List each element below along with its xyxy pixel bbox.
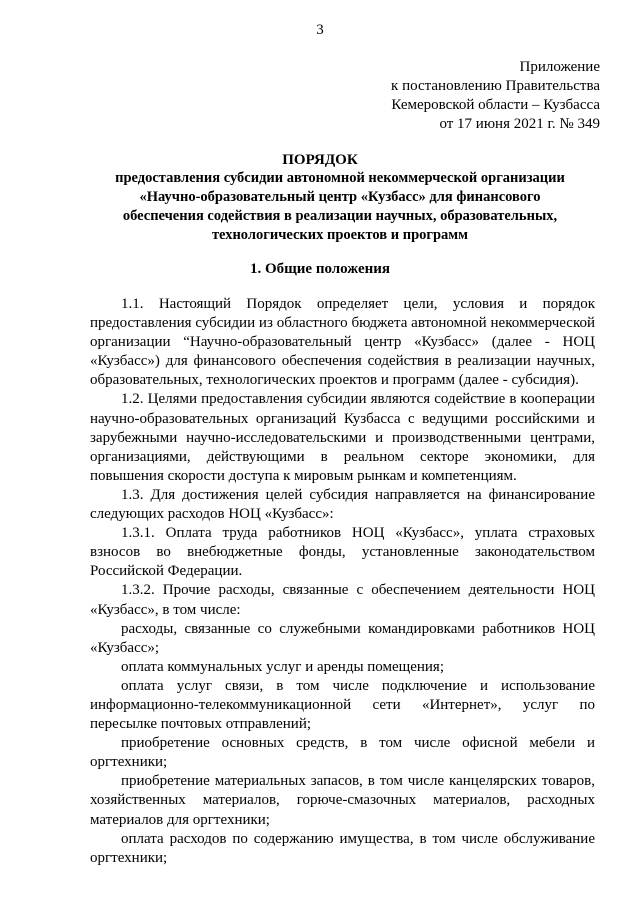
appendix-line: Кемеровской области – Кузбасса xyxy=(391,97,600,113)
subtitle-line: технологических проектов и программ xyxy=(211,227,469,243)
document-subtitle xyxy=(96,169,584,245)
appendix-block xyxy=(391,58,600,134)
paragraph: 1.1. Настоящий Порядок определяет цели, условия и порядок предоставления субсидии из областного бюджета автономной некоммерческой организации “Научно-образовательный центр «Кузбасс» (далее - НОЦ «Кузбасс») для финансового обеспечения содействия в реализации научных, образовательных, технологических проектов и программ (далее - субсидия). xyxy=(90,296,595,389)
appendix-line: Приложение xyxy=(519,59,600,75)
subtitle-line: предоставления субсидии автономной некоммерческой организации xyxy=(115,170,565,186)
page-number: 3 xyxy=(316,22,324,38)
appendix-line: к постановлению Правительства xyxy=(391,78,600,94)
section-heading: 1. Общие положения xyxy=(249,261,391,277)
paragraph: оплата услуг связи, в том числе подключение и использование информационно-телекоммуникационной сети «Интернет», услуг по пересылке почтовых отправлений; xyxy=(90,677,595,733)
document-title: ПОРЯДОК xyxy=(282,152,358,168)
paragraph: расходы, связанные со служебными командировками работников НОЦ «Кузбасс»; xyxy=(90,620,595,656)
subtitle-line: «Научно-образовательный центр «Кузбасс» для финансового xyxy=(139,189,541,205)
paragraph: приобретение основных средств, в том числе офисной мебели и оргтехники; xyxy=(90,735,595,771)
document-body xyxy=(90,295,595,868)
appendix-line: от 17 июня 2021 г. № 349 xyxy=(439,116,600,132)
paragraph: 1.3.2. Прочие расходы, связанные с обеспечением деятельности НОЦ «Кузбасс», в том числе: xyxy=(90,582,595,618)
subtitle-line: обеспечения содействия в реализации научных, образовательных, xyxy=(122,208,558,224)
paragraph: оплата коммунальных услуг и аренды помещения; xyxy=(121,658,444,675)
paragraph: 1.3. Для достижения целей субсидия направляется на финансирование следующих расходов НОЦ «Кузбасс»: xyxy=(90,486,595,523)
paragraph: приобретение материальных запасов, в том числе канцелярских товаров, хозяйственных материалов, горюче-смазочных материалов, расходных материалов для оргтехники; xyxy=(90,773,595,828)
paragraph: 1.3.1. Оплата труда работников НОЦ «Кузбасс», уплата страховых взносов во внебюджетные фонды, установленные законодательством Российской Федерации. xyxy=(90,525,595,580)
paragraph: оплата расходов по содержанию имущества, в том числе обслуживание оргтехники; xyxy=(90,830,595,866)
paragraph: 1.2. Целями предоставления субсидии являются содействие в кооперации научно-образовательных организаций Кузбасса с ведущими российскими и зарубежными научно-исследовательскими и производственными центрами, организациями, действующими в реальном секторе экономики, для повышения скорости доступа к мировым рынкам и компетенциям. xyxy=(90,391,595,484)
